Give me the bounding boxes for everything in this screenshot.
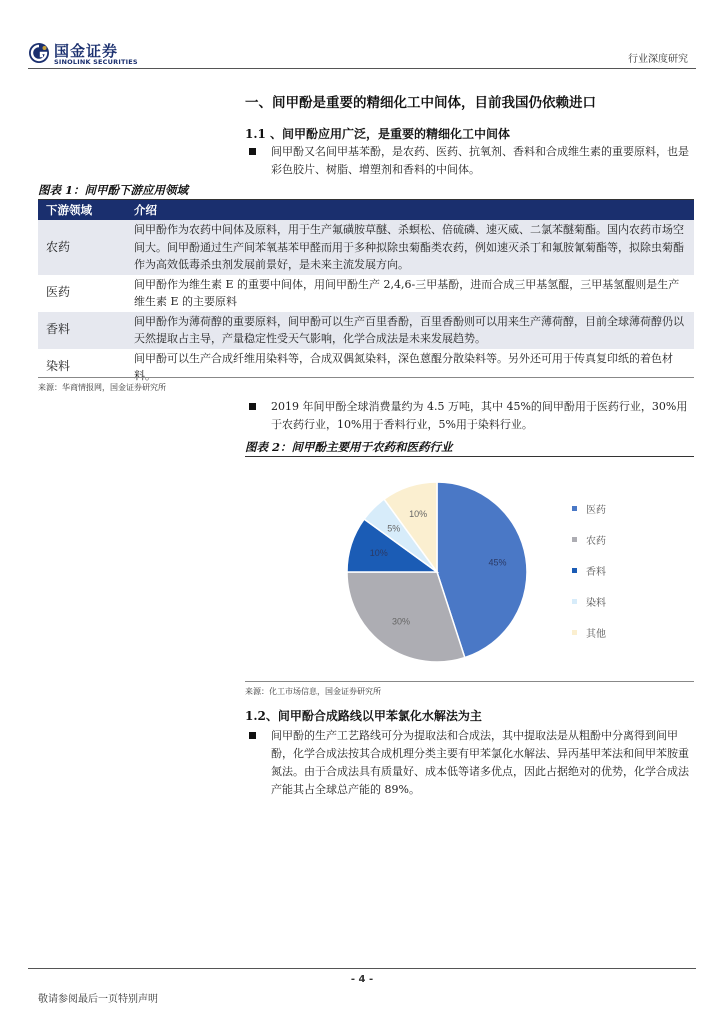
table-row bbox=[38, 275, 694, 312]
table-row bbox=[38, 220, 694, 275]
bullet-square-icon bbox=[249, 732, 256, 739]
report-type: 行业深度研究 bbox=[628, 54, 688, 65]
figure-source: 来源：化工市场信息，国金证券研究所 bbox=[245, 687, 381, 696]
legend-label: 其他 bbox=[586, 629, 606, 640]
subsection-title: 1.1 、间甲酚应用广泛，是重要的精细化工中间体 bbox=[245, 127, 511, 141]
figure-source: 来源：华商情报网，国金证券研究所 bbox=[38, 383, 166, 392]
table-cell-desc: 间甲酚作为维生素 E 的重要中间体，用间甲酚生产 2,4,6-三甲基酚，进而合成三甲基氢醌，三甲基氢醌则是生产维生素 E 的主要原料 bbox=[134, 277, 680, 308]
table-cell-field: 农药 bbox=[38, 220, 126, 275]
application-table bbox=[38, 200, 694, 386]
bullet-square-icon bbox=[249, 403, 256, 410]
pie-data-label: 10% bbox=[409, 508, 428, 519]
bullet-text: 2019 年间甲酚全球消费量约为 4.5 万吨，其中 45%的间甲酚用于医药行业，30%用于农药行业，10%用于香料行业，5%用于染料行业。 bbox=[271, 400, 688, 431]
bullet-paragraph bbox=[249, 727, 689, 799]
figure-rule bbox=[245, 456, 694, 457]
logo-icon bbox=[28, 42, 50, 64]
bullet-text: 间甲酚又名间甲基苯酚，是农药、医药、抗氧剂、香料和合成维生素的重要原料，也是彩色胶片、树脂、增塑剂和香料的中间体。 bbox=[271, 145, 689, 176]
bullet-square-icon bbox=[249, 148, 256, 155]
figure-title: 图表 1：间甲酚下游应用领域 bbox=[38, 183, 189, 197]
legend-swatch-icon bbox=[572, 506, 577, 511]
legend-swatch-icon bbox=[572, 630, 577, 635]
page-number: - 4 - bbox=[350, 974, 374, 985]
table-header-cell: 下游领域 bbox=[38, 200, 126, 220]
table-cell-desc: 间甲酚可以生产合成纤维用染料等，合成双偶氮染料，深色蒽醌分散染料等。另外还可用于传真复印纸的着色材料。 bbox=[134, 351, 673, 382]
legend-label: 染料 bbox=[586, 598, 606, 609]
logo-chinese: 国金证券 bbox=[54, 42, 119, 60]
legend-label: 农药 bbox=[586, 536, 606, 547]
pie-data-label: 30% bbox=[392, 616, 411, 627]
table-cell-field: 染料 bbox=[46, 359, 71, 374]
subsection-title: 1.2、间甲酚合成路线以甲苯氯化水解法为主 bbox=[245, 709, 482, 723]
source-rule bbox=[245, 681, 694, 682]
table-cell-field: 香料 bbox=[38, 312, 126, 349]
pie-chart bbox=[330, 470, 630, 675]
table-row bbox=[38, 312, 694, 349]
source-rule bbox=[38, 377, 694, 378]
header-divider bbox=[28, 68, 696, 69]
bullet-paragraph bbox=[249, 143, 689, 179]
bullet-text: 间甲酚的生产工艺路线可分为提取法和合成法，其中提取法是从粗酚中分离得到间甲酚，化学合成法按其合成机理分类主要有甲苯氯化水解法、异丙基甲苯法和间甲苯胺重氮法。由于合成法具有质量好、成本低等诸多优点，因此占据绝对的优势，化学合成法产能其占全球总产能的 89%。 bbox=[271, 729, 689, 796]
table-header-row bbox=[38, 200, 694, 220]
footer-divider bbox=[28, 968, 696, 969]
pie-data-label: 5% bbox=[387, 523, 401, 534]
table-cell-field: 医药 bbox=[46, 285, 71, 300]
legend-label: 医药 bbox=[586, 505, 606, 516]
legend-swatch-icon bbox=[572, 537, 577, 542]
table-cell-desc: 间甲酚作为农药中间体及原料，用于生产氟磺胺草醚、杀螟松、倍硫磷、速灭威、二氯苯醚菊酯。国内农药市场空间大。间甲酚通过生产间苯氧基苯甲醛而用于多种拟除虫菊酯类农药，例如速灭杀丁和氟胺氰菊酯等，拟除虫菊酯作为高效低毒杀虫剂发展前景好，是未来主流发展方向。 bbox=[126, 220, 694, 275]
logo-english: SINOLINK SECURITIES bbox=[54, 58, 138, 66]
legend-swatch-icon bbox=[572, 599, 577, 604]
table-header-cell: 介绍 bbox=[126, 200, 694, 220]
table-cell-desc: 间甲酚作为薄荷醇的重要原料，间甲酚可以生产百里香酚，百里香酚则可以用来生产薄荷醇，目前全球薄荷醇仍以天然提取占主导，产量稳定性受天气影响，化学合成法是未来发展趋势。 bbox=[126, 312, 694, 349]
pie-data-label: 45% bbox=[488, 557, 507, 568]
table-row bbox=[38, 349, 694, 386]
figure-title: 图表 2：间甲酚主要用于农药和医药行业 bbox=[245, 440, 453, 454]
disclaimer-note: 敬请参阅最后一页特别声明 bbox=[38, 994, 158, 1005]
pie-data-label: 10% bbox=[369, 548, 388, 559]
legend-swatch-icon bbox=[572, 568, 577, 573]
legend-label: 香料 bbox=[586, 567, 606, 578]
section-title: 一、间甲酚是重要的精细化工中间体，目前我国仍依赖进口 bbox=[245, 95, 596, 111]
bullet-paragraph bbox=[249, 398, 693, 434]
